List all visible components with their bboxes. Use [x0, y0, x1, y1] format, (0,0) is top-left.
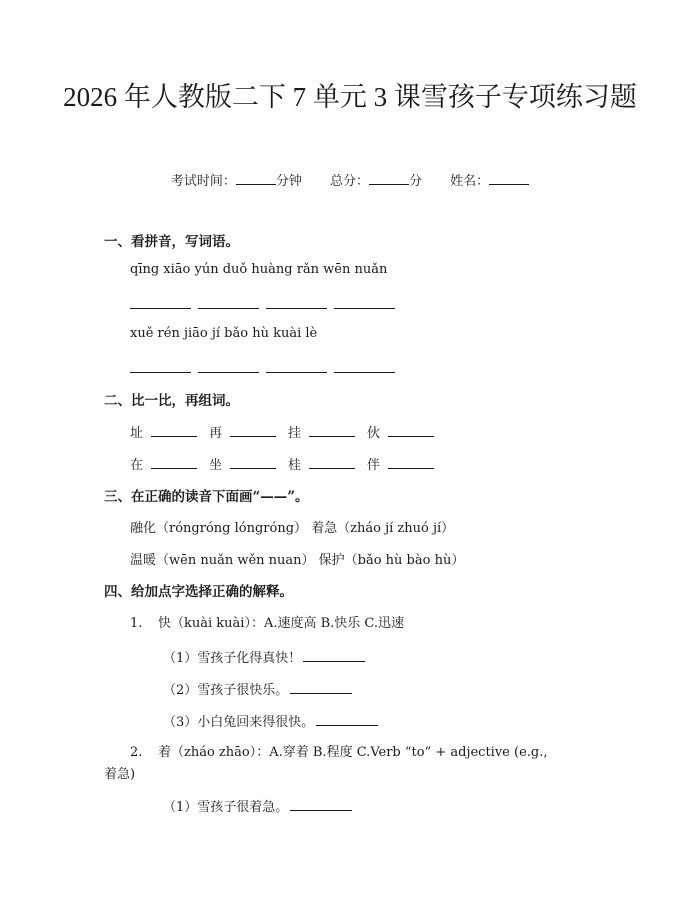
word-blank[interactable] [309, 424, 355, 437]
pronunciation-line-1: 融化（róngróng lóngróng） 着急（zháo jí zhuó jí） [130, 521, 455, 536]
section-2-heading: 二、比一比，再组词。 [104, 393, 239, 409]
question-1 [130, 612, 404, 631]
answer-blank[interactable] [334, 296, 395, 309]
compare-pair [367, 454, 434, 473]
compare-pair [288, 422, 355, 441]
answer-blank[interactable] [130, 360, 191, 373]
section-1-heading: 一、看拼音，写词语。 [104, 234, 239, 250]
word-blank[interactable] [151, 456, 197, 469]
exam-time [171, 174, 306, 189]
char: 址 [130, 426, 144, 441]
section-3-heading: 三、在正确的读音下面画“——”。 [104, 489, 309, 505]
word-blank[interactable] [151, 424, 197, 437]
answer-blanks-row-1 [130, 294, 402, 313]
compare-pair [130, 454, 197, 473]
sub-question-text: （2）雪孩子很快乐。 [163, 683, 289, 698]
compare-pair [209, 422, 276, 441]
sub-question-text: （1）雪孩子化得真快！ [163, 651, 302, 666]
question-2 [130, 741, 548, 760]
sub-question [163, 647, 365, 666]
pinyin-row-2: xuě rén jiāo jí bǎo hù kuài lè [130, 326, 318, 341]
char: 伙 [367, 426, 381, 441]
score-unit: 分 [409, 174, 423, 189]
student-name [450, 174, 529, 189]
answer-blank[interactable] [198, 360, 259, 373]
answer-blank[interactable] [316, 713, 378, 726]
question-text-wrap: 着急) [104, 767, 136, 782]
question-number: 1. [130, 616, 143, 631]
pinyin-row-1: qīng xiāo yún duǒ huàng rǎn wēn nuǎn [130, 262, 388, 277]
answer-blank[interactable] [290, 798, 352, 811]
char: 伴 [367, 458, 381, 473]
compare-row-1 [130, 422, 446, 441]
word-blank[interactable] [309, 456, 355, 469]
char: 坐 [209, 458, 223, 473]
char: 再 [209, 426, 223, 441]
compare-pair [130, 422, 197, 441]
char: 在 [130, 458, 144, 473]
pronunciation-line-2: 温暖（wēn nuǎn wěn nuan） 保护（bǎo hù bào hù） [130, 553, 465, 568]
exam-meta [0, 170, 700, 189]
compare-pair [209, 454, 276, 473]
name-label: 姓名： [450, 174, 490, 189]
sub-question [163, 711, 378, 730]
answer-blank[interactable] [290, 681, 352, 694]
score-blank[interactable] [369, 172, 409, 185]
time-blank[interactable] [236, 172, 276, 185]
question-text: 快（kuài kuài）：A.速度高 B.快乐 C.迅速 [158, 616, 405, 631]
sub-question [163, 679, 352, 698]
word-blank[interactable] [230, 456, 276, 469]
sub-question-text: （3）小白兔回来得很快。 [163, 715, 315, 730]
answer-blanks-row-2 [130, 358, 402, 377]
sub-question [163, 796, 352, 815]
score-label: 总分： [329, 174, 369, 189]
time-unit: 分钟 [275, 174, 302, 189]
word-blank[interactable] [388, 456, 434, 469]
compare-row-2 [130, 454, 446, 473]
sub-question-text: （1）雪孩子很着急。 [163, 800, 289, 815]
compare-pair [288, 454, 355, 473]
time-label: 考试时间： [170, 174, 236, 189]
answer-blank[interactable] [334, 360, 395, 373]
answer-blank[interactable] [266, 360, 327, 373]
char: 挂 [288, 426, 302, 441]
name-blank[interactable] [489, 172, 529, 185]
question-text: 着（zháo zhāo）：A.穿着 B.程度 C.Verb “to” + adjective (e.g., [158, 745, 548, 760]
answer-blank[interactable] [130, 296, 191, 309]
compare-pair [367, 422, 434, 441]
total-score [330, 174, 426, 189]
char: 桂 [288, 458, 302, 473]
section-4-heading: 四、给加点字选择正确的解释。 [104, 584, 293, 600]
word-blank[interactable] [388, 424, 434, 437]
answer-blank[interactable] [198, 296, 259, 309]
answer-blank[interactable] [266, 296, 327, 309]
answer-blank[interactable] [303, 649, 365, 662]
page-title: 2026 年人教版二下 7 单元 3 课雪孩子专项练习题 [63, 82, 637, 112]
question-number: 2. [130, 745, 143, 760]
word-blank[interactable] [230, 424, 276, 437]
